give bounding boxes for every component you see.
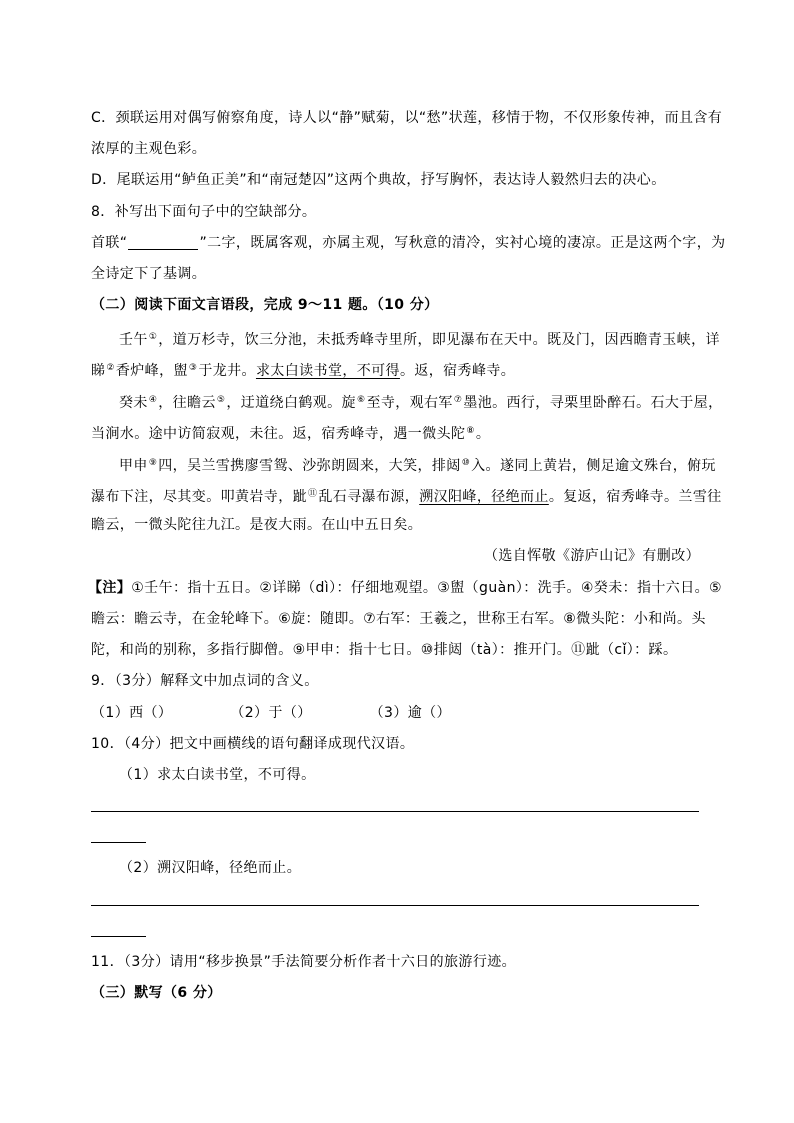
note-ref-8: ⑧ bbox=[466, 426, 475, 436]
p3-text-c: 入。遂同上黄岩，侧足逾文殊台，俯玩 bbox=[471, 458, 716, 474]
passage-p2-line1 bbox=[119, 390, 723, 413]
p2-text-g: 。 bbox=[475, 426, 491, 442]
p3-text-e: 乱石寻瀑布源， bbox=[318, 489, 420, 505]
q10-answer-line-2b[interactable] bbox=[91, 936, 146, 937]
q9-item-2: （2）于（） bbox=[230, 705, 312, 721]
note-ref-9: ⑨ bbox=[148, 458, 158, 468]
p1-text-f: 。返，宿秀峰寺。 bbox=[399, 363, 516, 379]
q9-items bbox=[91, 703, 451, 723]
q8-line1 bbox=[91, 233, 726, 253]
p1-text-b: ，道万杉寺，饮三分池，未抵秀峰寺里所，即见瀑布在天中。既及门，因西瞻青玉峡，详 bbox=[158, 332, 720, 348]
q8-line1-end: ”二字，既属客观，亦属主观，写秋意的清冷，实衬心境的凄凉。正是这两个字，为 bbox=[199, 235, 726, 251]
q9-stem: 9．（3分）解释文中加点词的含义。 bbox=[91, 673, 319, 689]
note-ref-10: ⑩ bbox=[461, 458, 471, 468]
q10-answer-line-1b[interactable] bbox=[91, 842, 146, 843]
p1-text-e: 于龙井。 bbox=[198, 363, 256, 379]
q8-line2: 全诗定下了基调。 bbox=[91, 266, 207, 282]
q9-item-1: （1）西（） bbox=[91, 705, 173, 721]
note-ref-2: ② bbox=[106, 363, 115, 373]
q10-item1: （1）求太白读书堂，不可得。 bbox=[119, 767, 316, 783]
q10-stem: 10．（4分）把文中画横线的语句翻译成现代汉语。 bbox=[91, 736, 415, 752]
notes-text-1: ①壬午：指十五日。②详睇（dì）：仔细地观望。③盥（guàn）：洗手。④癸未：指十六日。⑤ bbox=[131, 580, 722, 596]
p3-text-a: 甲申 bbox=[119, 458, 148, 474]
q8-answer-blank[interactable] bbox=[128, 235, 198, 250]
p3-text-b: 四，吴兰雪携廖雪鸳、沙弥朗圆来，大笑，排闼 bbox=[158, 458, 461, 474]
notes-line3: 陀，和尚的别称，多指行脚僧。⑨甲申：指十七日。⑩排闼（tà）：推开门。⑪跐（cǐ）：踩。 bbox=[91, 642, 678, 658]
p2-text-b: ，往瞻云 bbox=[158, 395, 216, 411]
passage-p1-line1 bbox=[119, 327, 720, 350]
q9-item-3: （3）逾（） bbox=[369, 705, 451, 721]
passage-p2-line2 bbox=[91, 421, 490, 444]
p1-text-c: 睇 bbox=[91, 363, 106, 379]
note-ref-1: ① bbox=[148, 332, 158, 342]
q7-option-d: D．尾联运用“鲈鱼正美”和“南冠楚囚”这两个典故，抒写胸怀，表达诗人毅然归去的决心。 bbox=[91, 172, 666, 188]
q8-stem: 8．补写出下面句子中的空缺部分。 bbox=[91, 204, 317, 220]
p2-text-f: 当涧水。途中访简寂观，未往。返，宿秀峰寺，遇一微头陀 bbox=[91, 426, 466, 442]
p1-text-d: 香炉峰，盥 bbox=[115, 363, 188, 379]
p1-underlined-sentence: 求太白读书堂，不可得 bbox=[255, 363, 400, 379]
q7-option-c-line2: 浓厚的主观色彩。 bbox=[91, 141, 207, 157]
p2-text-a: 癸未 bbox=[119, 395, 148, 411]
passage-p3-line3: 瞻云，一微头陀往九江。是夜大雨。在山中五日矣。 bbox=[91, 517, 423, 533]
p3-text-d: 瀑布下注，尽其变。叩黄岩寺，跐 bbox=[91, 489, 307, 505]
q10-answer-line-2a[interactable] bbox=[91, 905, 699, 906]
notes-line1 bbox=[88, 578, 722, 598]
p2-text-e: 墨池。西行，寻栗里卧醉石。石大于屋， bbox=[463, 395, 723, 411]
passage-p3-line2 bbox=[91, 484, 722, 507]
notes-line2: 瞻云：瞻云寺，在金轮峰下。⑥旋：随即。⑦右军：王羲之，世称王右军。⑧微头陀：小和尚。头 bbox=[91, 611, 706, 627]
p2-text-d: 至寺，观右军 bbox=[366, 395, 453, 411]
passage-p1-line2 bbox=[91, 358, 515, 381]
notes-label: 【注】 bbox=[88, 580, 132, 596]
p1-text-a: 壬午 bbox=[119, 332, 148, 348]
note-ref-11: ⑪ bbox=[308, 489, 318, 499]
q11-stem: 11．（3分）请用“移步换景”手法简要分析作者十六日的旅游行迹。 bbox=[91, 954, 517, 970]
note-ref-6: ⑥ bbox=[356, 395, 366, 405]
section3-heading: （三）默写（6 分） bbox=[91, 985, 222, 1001]
section2-heading: （二）阅读下面文言语段，完成 9～11 题。（10 分） bbox=[91, 297, 439, 313]
passage-source: （选自恽敬《游庐山记》有删改） bbox=[484, 548, 700, 564]
p3-text-f: 。复返，宿秀峰寺。兰雪往 bbox=[548, 489, 722, 505]
q10-answer-line-1a[interactable] bbox=[91, 811, 699, 812]
p2-text-c: ，迂道绕白鹤观。旋 bbox=[226, 395, 356, 411]
note-ref-4: ④ bbox=[148, 395, 158, 405]
q10-item2: （2）溯汉阳峰，径绝而止。 bbox=[119, 860, 302, 876]
note-ref-3: ③ bbox=[188, 363, 198, 373]
note-ref-7: ⑦ bbox=[453, 395, 463, 405]
q7-option-c-line1: C．颈联运用对偶写俯察角度，诗人以“静”赋菊，以“愁”状莲，移情于物，不仅形象传神，而且含有 bbox=[91, 110, 723, 126]
note-ref-5: ⑤ bbox=[216, 395, 226, 405]
p3-underlined-sentence: 溯汉阳峰，径绝而止 bbox=[419, 489, 549, 505]
passage-p3-line1 bbox=[119, 453, 716, 476]
q8-line1-start: 首联“ bbox=[91, 235, 128, 251]
